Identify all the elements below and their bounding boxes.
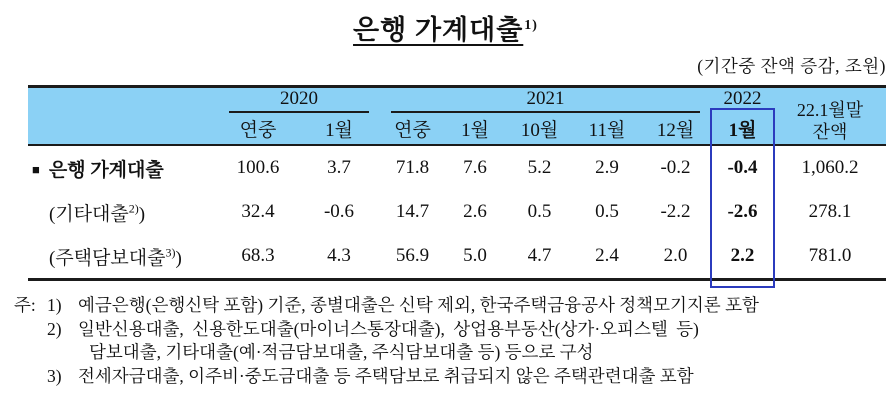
footnote-1 [14,294,886,318]
page-title [0,8,891,47]
table-row-mortgage-loans [28,234,886,280]
footnote-2 [14,318,886,342]
footnote-marker: 3) [165,245,176,260]
subheader-2021-nov: 11월 [588,120,626,141]
header-balance-line2: 잔액 [812,122,848,143]
cell-value: 100.6 [236,157,280,178]
title-footnote-marker: 1) [524,18,538,33]
subheader-2022-jan: 1월 [728,120,757,141]
cell-value: 0.5 [595,201,619,222]
unit-note: (기간중 잔액 증감, 조원) [697,56,886,76]
footnote-prefix: 주: [14,295,36,315]
footnote-2-text-line2: 담보대출, 기타대출(예·적금담보대출, 주식담보대출 등) 등으로 구성 [89,342,594,362]
cell-value-highlighted: -0.4 [727,157,758,178]
cell-value: 2.0 [663,245,688,266]
cell-balance: 1,060.2 [801,157,859,178]
subheader-2020-annual: 연중 [239,120,277,141]
cell-value: 2.6 [463,201,487,222]
cell-value: 3.7 [327,157,351,178]
subheader-2021-dec: 12월 [656,120,695,141]
loans-table-wrap [28,85,886,281]
row-label-household-loans: ■ 은행 가계대출 [32,159,164,181]
row-label-other-loans: (기타대출$^{2)}$) [49,201,146,225]
cell-value: 14.7 [395,201,430,222]
cell-value: -0.6 [323,201,355,222]
table-row-household-loans [28,145,886,190]
subheader-2021-oct: 10월 [520,120,559,141]
cell-balance: 781.0 [808,245,852,266]
cell-value-highlighted: -2.6 [727,201,758,222]
header-group-2020: 2020 [218,87,380,114]
cell-value: 56.9 [395,245,430,266]
cell-value: 0.5 [527,201,552,222]
footnote-2-marker: 2) [47,318,62,339]
footnote-2-text: 일반신용대출, 신용한도대출(마이너스통장대출), 상업용부동산(상가·오피스텔 등) [78,318,699,339]
row-label-mortgage-loans: (주택담보대출$^{3)}$) [49,245,182,269]
subheader-2021-jan: 1월 [461,120,489,141]
cell-value: 4.7 [527,245,552,266]
cell-value-highlighted: 2.2 [730,245,755,266]
header-group-2022: 2022 [723,88,762,109]
table-row-other-loans [28,190,886,234]
footnotes [14,294,886,388]
cell-value: 5.0 [463,245,487,266]
footnote-3-marker: 3) [47,365,62,386]
header-empty-cell [28,87,218,146]
footnote-1-marker: 1) [47,295,62,315]
header-group-2021: 2021 [380,87,711,114]
page-title-text: 은행 가계대출 [353,15,524,45]
cell-balance: 278.1 [808,201,852,222]
cell-value: 32.4 [241,201,275,222]
footnote-3-text: 전세자금대출, 이주비·중도금대출 등 주택담보로 취급되지 않은 주택관련대출 포함 [78,365,694,386]
loans-table [28,85,886,281]
cell-value: -0.2 [660,157,691,178]
cell-value: 7.6 [463,157,487,178]
cell-value: 71.8 [395,157,430,178]
table-header [28,87,886,146]
footnote-2-continued [14,341,886,365]
footnote-1-text: 예금은행(은행신탁 포함) 기준, 종별대출은 신탁 제외, 한국주택금융공사 정책모기지론 포함 [78,295,759,315]
subheader-2020-jan: 1월 [325,120,353,141]
header-balance [774,87,886,146]
cell-value: 68.3 [241,245,275,266]
cell-value: 2.9 [595,157,619,178]
cell-value: 5.2 [527,157,552,178]
cell-value: 2.4 [595,245,619,266]
cell-value: 4.3 [327,245,351,266]
header-balance-line1: 22.1월말 [796,100,864,121]
footnote-3 [14,365,886,389]
square-bullet-icon: ■ [32,161,40,177]
subheader-2021-annual: 연중 [394,120,431,141]
cell-value: -2.2 [660,201,691,222]
footnote-marker: 2) [128,201,139,216]
